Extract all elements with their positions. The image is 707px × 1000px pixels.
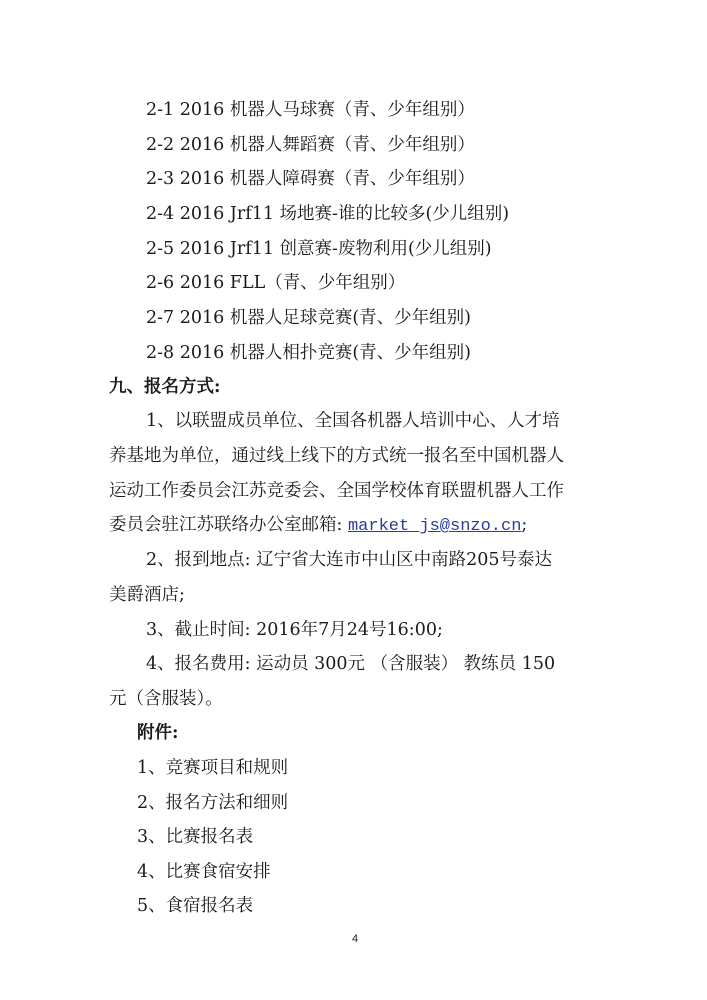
page-number: 4 — [351, 933, 359, 945]
section-heading: 九、报名方式: — [109, 377, 221, 397]
paragraph-line: 3、截止时间: 2016年7月24号16:00; — [146, 620, 443, 640]
paragraph-line — [109, 514, 527, 538]
paragraph-line: 4、报名费用: 运动员 300元 （含服装） 教练员 150 — [146, 654, 556, 674]
category-item: 2-3 2016 机器人障碍赛（青、少年组别） — [146, 169, 475, 189]
email-link[interactable]: market_js@snzo.cn — [347, 517, 522, 536]
category-item: 2-8 2016 机器人相扑竞赛(青、少年组别) — [146, 343, 471, 363]
paragraph-line: 运动工作委员会江苏竞委会、全国学校体育联盟机器人工作 — [109, 481, 564, 501]
category-item: 2-2 2016 机器人舞蹈赛（青、少年组别） — [146, 135, 475, 155]
attachments-title: 附件: — [137, 723, 179, 743]
category-item: 2-7 2016 机器人足球竞赛(青、少年组别) — [146, 308, 471, 328]
category-item: 2-4 2016 Jrf11 场地赛-谁的比较多(少儿组别) — [146, 204, 510, 224]
category-item: 2-5 2016 Jrf11 创意赛-废物利用(少儿组别) — [146, 239, 492, 259]
paragraph-line: 美爵酒店; — [109, 585, 185, 605]
attachment-item: 1、竞赛项目和规则 — [137, 758, 289, 778]
email-label: 委员会驻江苏联络办公室邮箱: — [109, 515, 343, 535]
paragraph-line: 1、以联盟成员单位、全国各机器人培训中心、人才培 — [146, 411, 560, 431]
attachment-item: 5、食宿报名表 — [137, 896, 254, 916]
attachment-item: 2、报名方法和细则 — [137, 793, 289, 813]
paragraph-line: 元（含服装）。 — [109, 689, 223, 709]
punctuation: ; — [521, 515, 528, 535]
attachment-item: 4、比赛食宿安排 — [137, 862, 271, 882]
paragraph-line: 2、报到地点: 辽宁省大连市中山区中南路205号泰达 — [146, 550, 552, 570]
paragraph-line: 养基地为单位，通过线上线下的方式统一报名至中国机器人 — [109, 446, 564, 466]
category-item: 2-1 2016 机器人马球赛（青、少年组别） — [146, 100, 475, 120]
category-item: 2-6 2016 FLL（青、少年组别） — [146, 273, 406, 293]
attachment-item: 3、比赛报名表 — [137, 827, 254, 847]
